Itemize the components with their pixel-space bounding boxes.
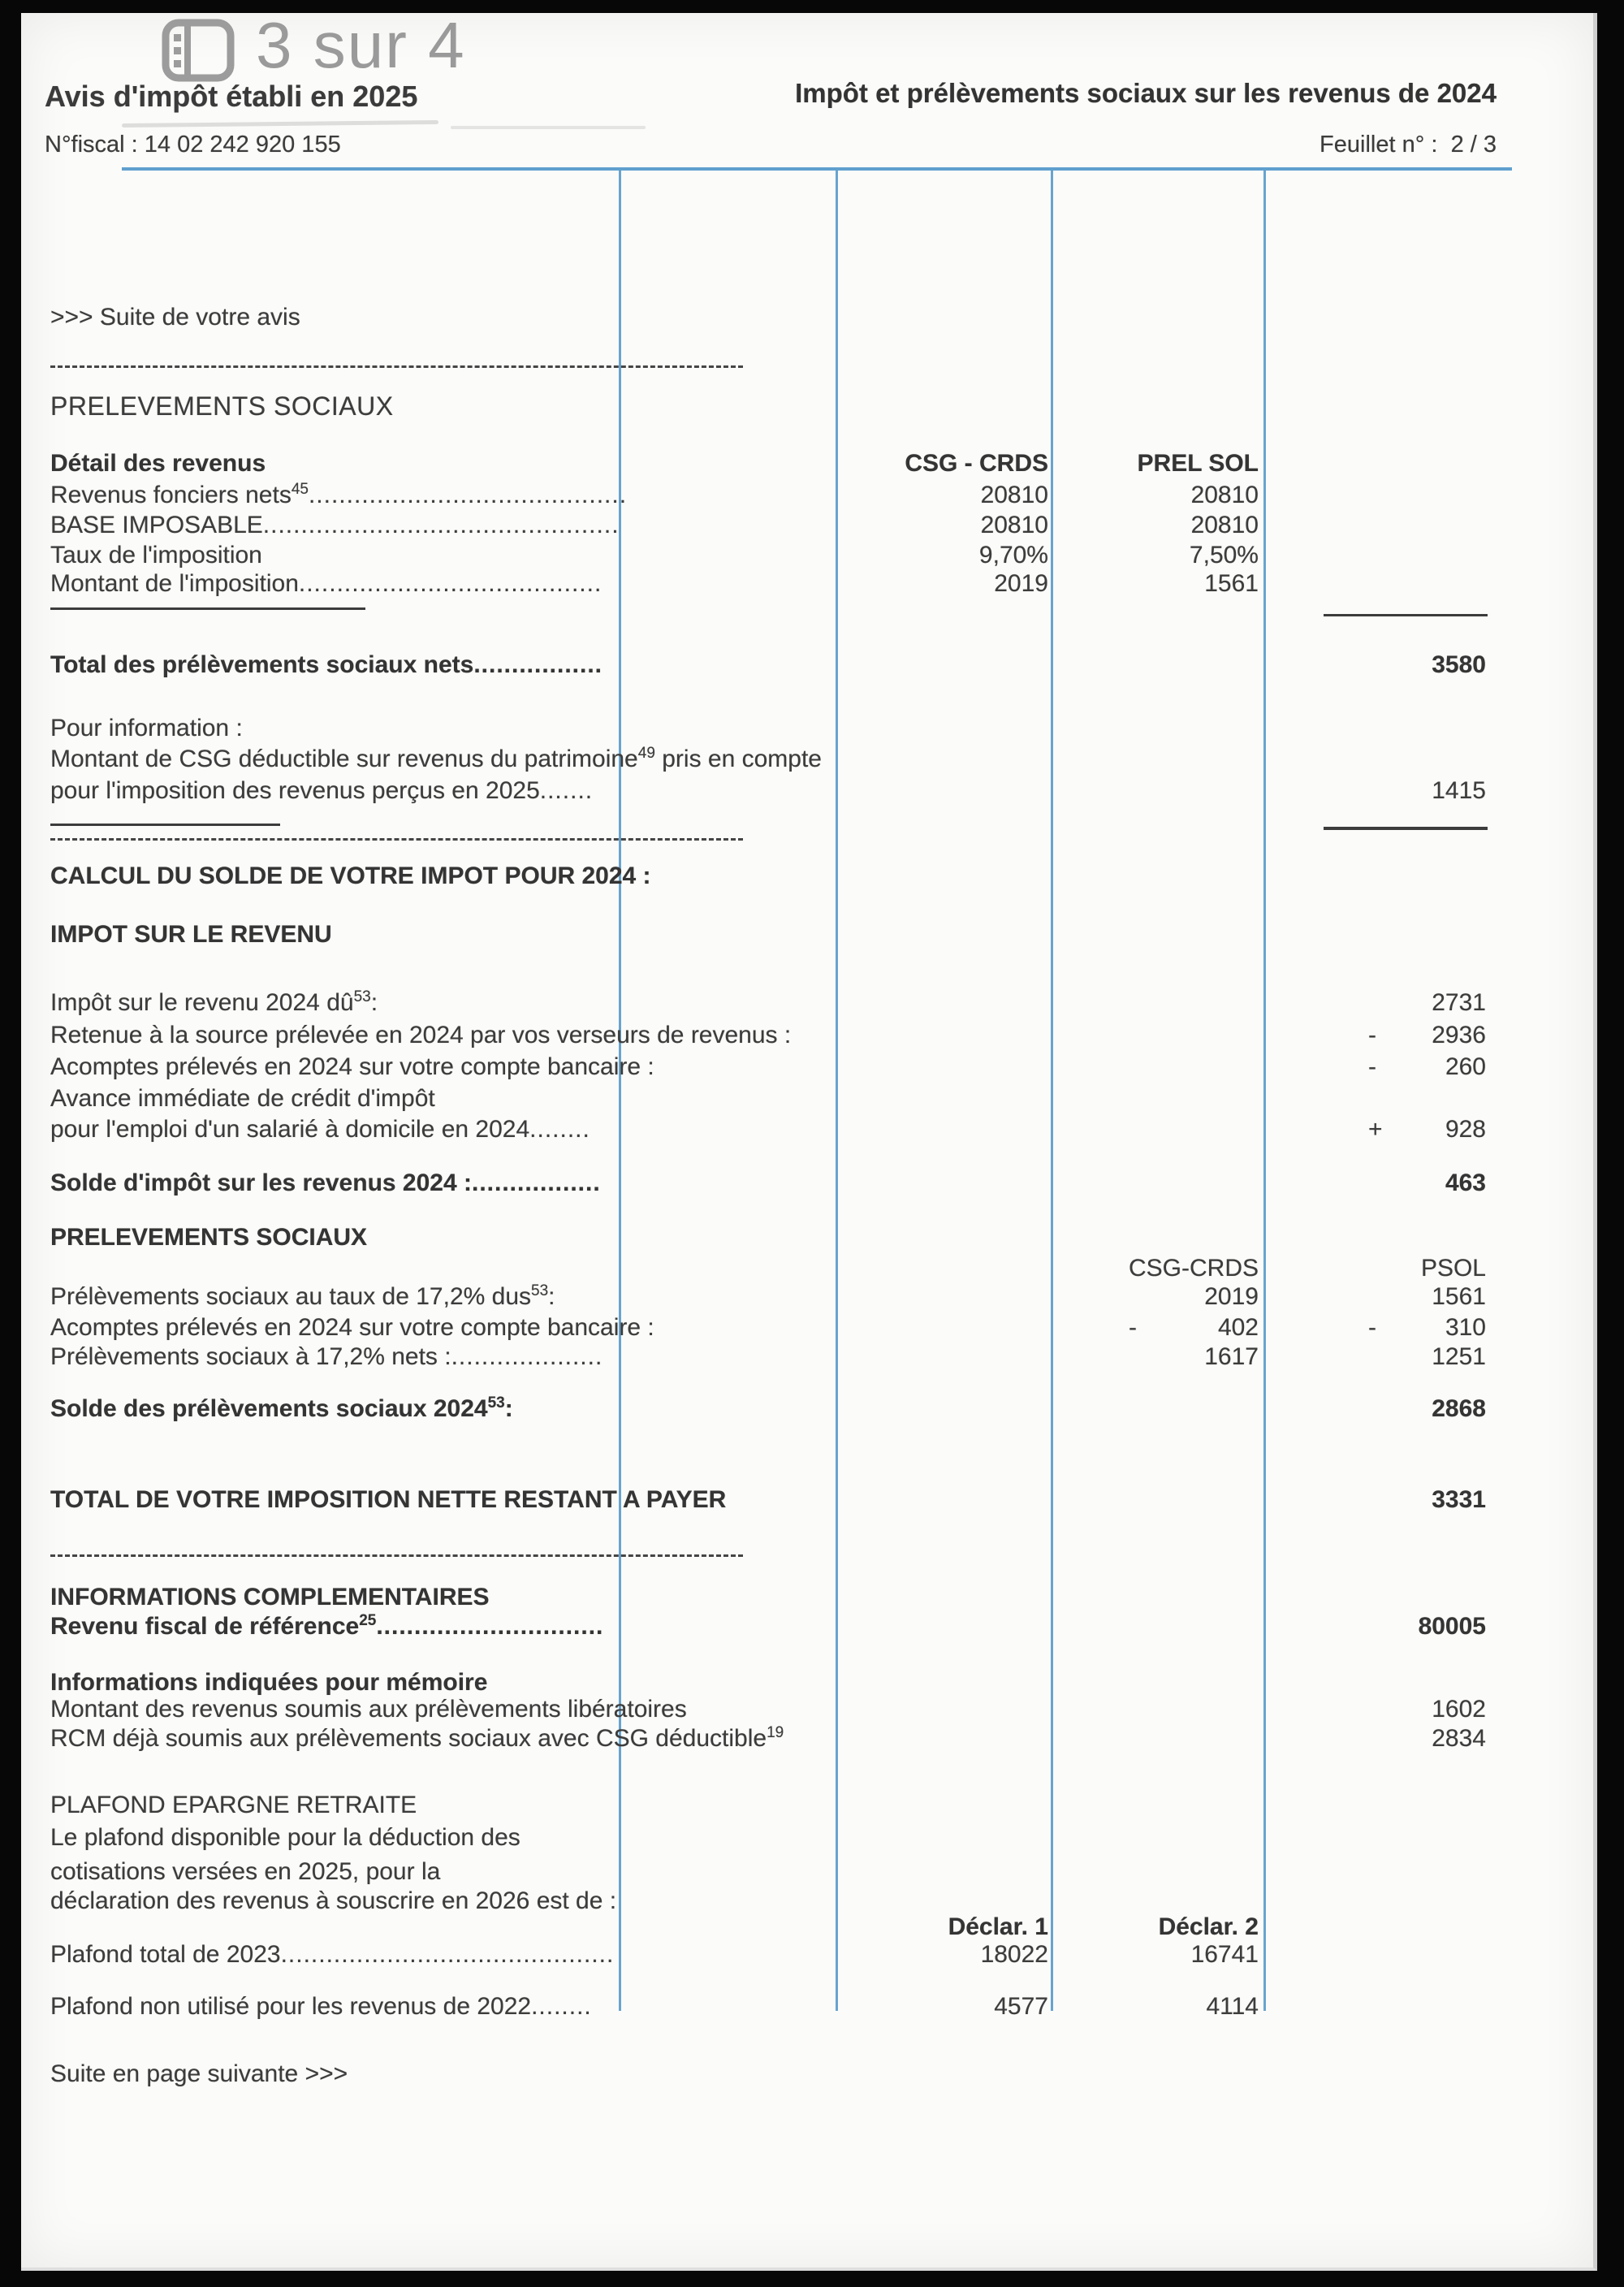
row-label: PLAFOND EPARGNE RETRAITE (50, 1792, 417, 1818)
value-cell: PSOL (1420, 1255, 1486, 1282)
value-cell: 20810 (980, 482, 1048, 508)
value-cell: 402 (1217, 1314, 1259, 1341)
solid-separator (50, 824, 280, 826)
row-label: Montant de CSG déductible sur revenus du patrimoine$^{49}$ pris en compte (50, 745, 822, 772)
notice-title: Avis d'impôt établi en 2025 (45, 80, 418, 113)
row-label: pour l'imposition des revenus perçus en 2025....... (50, 777, 594, 804)
row-label: Pour information : (50, 715, 243, 741)
value-cell: 928 (1445, 1116, 1486, 1143)
row-label: cotisations versées en 2025, pour la (50, 1858, 441, 1885)
value-cell: 310 (1445, 1314, 1486, 1341)
value-cell: 4577 (994, 1993, 1048, 2020)
row-label: CALCUL DU SOLDE DE VOTRE IMPOT POUR 2024 : (50, 862, 651, 889)
row-label: PRELEVEMENTS SOCIAUX (50, 391, 394, 421)
row-label: Impôt sur le revenu 2024 $dû^{53}$: (50, 988, 378, 1016)
row-label: Détail des revenus (50, 450, 266, 477)
dashed-separator (50, 365, 743, 368)
value-cell: 3580 (1432, 651, 1486, 678)
sidebar-pages-icon (161, 18, 235, 87)
value-cell: 2731 (1432, 989, 1486, 1016)
dashed-separator (50, 1554, 743, 1557)
row-label: TOTAL DE VOTRE IMPOSITION NETTE RESTANT A PAYER (50, 1486, 727, 1513)
row-label: IMPOT SUR LE REVENU (50, 921, 332, 948)
row-label: Taux de l'imposition (50, 542, 262, 569)
notice-subject: Impôt et prélèvements sociaux sur les revenus de 2024 (795, 78, 1497, 108)
value-cell: 1602 (1432, 1696, 1486, 1723)
value-cell: PREL SOL (1137, 450, 1259, 477)
value-cell: 260 (1445, 1053, 1486, 1080)
operator-sign: - (1368, 1314, 1376, 1341)
row-label: INFORMATIONS COMPLEMENTAIRES (50, 1584, 490, 1610)
fiscal-number-value: 14 02 242 920 155 (144, 132, 341, 158)
sheet-number-value: 2 / 3 (1450, 132, 1497, 158)
value-cell: 80005 (1418, 1613, 1486, 1640)
solid-separator (1324, 614, 1488, 616)
operator-sign: + (1368, 1116, 1383, 1143)
row-label: Avance immédiate de crédit d'impôt (50, 1085, 435, 1112)
row-label: BASE IMPOSABLE............................................... (50, 512, 620, 538)
value-cell: 2868 (1432, 1395, 1486, 1422)
row-label: Plafond total de 2023............................................ (50, 1941, 615, 1968)
value-cell: 20810 (980, 512, 1048, 538)
value-cell: Déclar. 2 (1158, 1913, 1259, 1940)
row-label: Montant de l'imposition........................................ (50, 570, 603, 597)
value-cell: 1415 (1432, 777, 1486, 804)
value-cell: 1561 (1432, 1283, 1486, 1310)
row-label: RCM déjà soumis aux prélèvements sociaux avec CSG déductible$^{19}$ (50, 1724, 784, 1752)
operator-sign: - (1368, 1022, 1376, 1048)
value-cell: 7,50% (1189, 542, 1259, 569)
header-rule (122, 167, 1512, 171)
value-cell: 2019 (994, 570, 1048, 597)
value-cell: 3331 (1432, 1486, 1486, 1513)
operator-sign: - (1368, 1053, 1376, 1080)
row-label: Prélèvements sociaux au taux de 17,2% dus$^{53}$: (50, 1282, 555, 1310)
row-label: déclaration des revenus à souscrire en 2026 est de : (50, 1887, 617, 1914)
page-indicator: 3 sur 4 (256, 9, 466, 81)
row-label: Total des prélèvements sociaux nets................. (50, 651, 603, 678)
solid-separator (1324, 827, 1488, 830)
fiscal-number-label: N°fiscal : (45, 132, 138, 158)
fiscal-number (45, 132, 341, 158)
scan-smudge (451, 126, 646, 129)
row-label: Revenu fiscal de référence$^{25}$.............................. (50, 1612, 604, 1640)
row-label: Plafond non utilisé pour les revenus de 2022........ (50, 1993, 592, 2020)
value-cell: 20810 (1190, 512, 1259, 538)
value-cell: Déclar. 1 (948, 1913, 1048, 1940)
value-cell: CSG-CRDS (1128, 1255, 1259, 1282)
value-cell: 1617 (1204, 1343, 1259, 1370)
value-cell: 463 (1445, 1169, 1486, 1196)
value-cell: 2936 (1432, 1022, 1486, 1048)
value-cell: 4114 (1206, 1993, 1259, 2020)
row-label: Solde d'impôt sur les revenus 2024 :................. (50, 1169, 601, 1196)
row-label: Retenue à la source prélevée en 2024 par vos verseurs de revenus : (50, 1022, 792, 1048)
column-divider-line (836, 171, 838, 2011)
dashed-separator (50, 838, 743, 841)
value-cell: 2834 (1432, 1725, 1486, 1752)
sheet-number-label: Feuillet n° : (1320, 132, 1438, 158)
value-cell: 16741 (1190, 1941, 1259, 1968)
value-cell: 2019 (1204, 1283, 1259, 1310)
sheet-number (1320, 132, 1497, 158)
column-divider-line (1051, 171, 1053, 2011)
value-cell: 1561 (1204, 570, 1259, 597)
value-cell: 20810 (1190, 482, 1259, 508)
operator-sign: - (1129, 1314, 1137, 1341)
row-label: Suite en page suivante >>> (50, 2060, 348, 2087)
row-label: >>> Suite de votre avis (50, 304, 300, 331)
value-cell: 1251 (1432, 1343, 1486, 1370)
row-label: pour l'emploi d'un salarié à domicile en 2024........ (50, 1116, 590, 1143)
solid-separator (50, 607, 365, 610)
row-label: Acomptes prélevés en 2024 sur votre compte bancaire : (50, 1314, 654, 1341)
row-label: Prélèvements sociaux à 17,2% nets :.................... (50, 1343, 603, 1370)
value-cell: 18022 (980, 1941, 1048, 1968)
row-label: Le plafond disponible pour la déduction des (50, 1824, 520, 1851)
row-label: Informations indiquées pour mémoire (50, 1669, 488, 1696)
value-cell: CSG - CRDS (905, 450, 1048, 477)
row-label: Acomptes prélevés en 2024 sur votre compte bancaire : (50, 1053, 654, 1080)
value-cell: 9,70% (978, 542, 1048, 569)
row-label: PRELEVEMENTS SOCIAUX (50, 1224, 368, 1251)
row-label: Solde des prélèvements sociaux 2024$^{53}$: (50, 1394, 513, 1422)
row-label: Revenus fonciers nets$^{45}$.......................................... (50, 481, 628, 508)
row-label: Montant des revenus soumis aux prélèvements libératoires (50, 1696, 687, 1723)
